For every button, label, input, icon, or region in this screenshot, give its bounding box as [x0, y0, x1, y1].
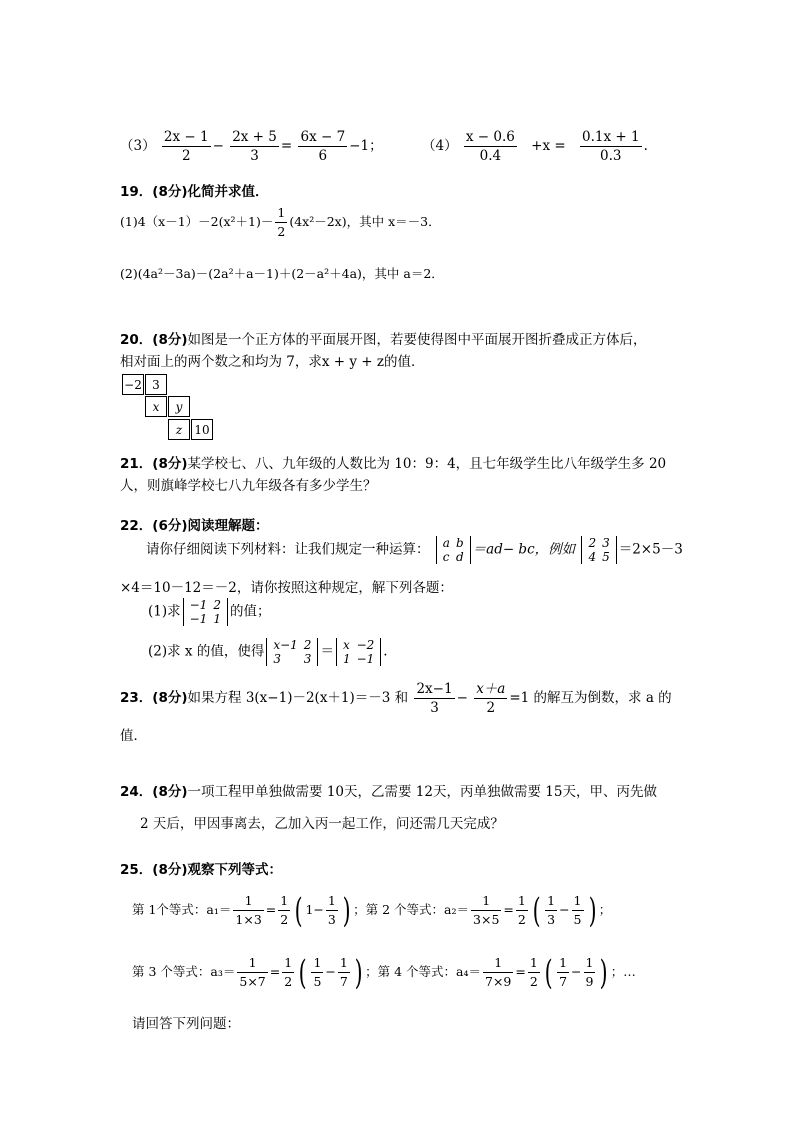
fraction: $\frac{1}{3\times 5}$: [473, 893, 500, 927]
fraction: $\frac{2x-1}{3}$: [416, 681, 453, 716]
determinant: −1 2 −1 1: [183, 598, 228, 626]
fraction: $\frac{1}{2}$: [517, 893, 526, 927]
fraction: $\frac{1}{9}$: [585, 955, 594, 989]
q18-part3: （3） $\frac{2x - 1}{2}$ − $\frac{2x + 5}{3}$ = $\frac{6x - 7}{6}$ −1；: [120, 129, 383, 164]
q22-intro: 请你仔细阅读下列材料：让我们规定一种运算： a b c d ＝ad− bc，例如 2 3 4 5 ＝2×5－3: [146, 536, 683, 564]
q19-title: 19．(8分)化简并求值．: [120, 184, 269, 200]
fraction: $\frac{1}{1\times 3}$: [235, 893, 262, 927]
fraction: $\frac{1}{5\times 7}$: [239, 955, 266, 989]
fraction: $\frac{1}{7}$: [559, 955, 568, 989]
q19-part2: (2)(4a²－3a)－(2a²＋a－1)＋(2－a²＋4a)，其中 a＝2．: [120, 266, 444, 281]
fraction: $\frac{6x - 7}{6}$: [300, 129, 346, 164]
fraction: $\frac{1}{7}$: [339, 955, 348, 989]
fraction: $\frac{1}{5}$: [573, 893, 582, 927]
q25-eq-row2: 第 3 个等式：a₃＝ $\frac{1}{5\times 7}$ = $\frac{1}{2}$ ( $\frac{1}{5}$ − $\frac{1}{7}$ ) ；第 4 个等式：a₄＝ $\frac{1}{7\times 9}$ = $\frac{1}{2}$ ( $\frac{1}{7}$ − $\frac{1}{9}$ ) ；…: [132, 952, 636, 993]
net-cell: 10: [191, 419, 213, 440]
fraction: $\frac{x - 0.6}{0.4}$: [465, 129, 515, 164]
q22-part2: (2)求 x 的值，使得 x−1 2 3 3 ＝ x −2 1 −1 .: [148, 638, 388, 666]
net-cell: x: [145, 396, 167, 417]
fraction: $\frac{1}{2}$: [529, 955, 538, 989]
q25-ask: 请回答下列问题：: [132, 1016, 240, 1032]
determinant: 2 3 4 5: [581, 536, 616, 564]
q22-part1: (1)求 −1 2 −1 1 的值；: [148, 598, 271, 626]
fraction: $\frac{2x + 5}{3}$: [232, 129, 277, 164]
q23-line2: 值．: [120, 728, 147, 744]
q18-part4: （4） $\frac{x - 0.6}{0.4}$ +x = $\frac{0.1x + 1}{0.3}$ .: [422, 129, 648, 164]
determinant: x −2 1 −1: [336, 638, 381, 666]
determinant: a b c d: [436, 536, 471, 564]
fraction: $\frac{1}{2}$: [280, 893, 289, 927]
fraction: $\frac{2x - 1}{2}$: [163, 129, 209, 164]
fraction: $\frac{0.1x + 1}{0.3}$: [582, 129, 640, 164]
fraction: $\frac{x+a}{2}$: [476, 681, 506, 716]
q23-line1: 23．(8分)如果方程 3(x−1)－2(x＋1)＝－3 和 $\frac{2x-1}{3}$ − $\frac{x+a}{2}$ =1 的解互为倒数，求 a 的: [120, 681, 672, 716]
net-cell: y: [168, 396, 190, 417]
q21-line2: 人，则旗峰学校七八九年级各有多少学生？: [120, 478, 377, 494]
net-cell: z: [168, 419, 190, 440]
fraction: $\frac{1}{5}$: [313, 955, 322, 989]
q25-title: 25．(8分)观察下列等式：: [120, 862, 283, 878]
q22-line2: ×4＝10－12＝－2，请你按照这种规定，解下列各题：: [120, 580, 453, 596]
q20-line1: 20．(8分)如图是一个正方体的平面展开图，若要使得图中平面展开图折叠成正方体后，: [120, 332, 647, 348]
net-cell: −2: [122, 374, 144, 395]
q21-line1: 21．(8分)某学校七、八、九年级的人数比为 10：9：4，且七年级学生比八年级学生多 20: [120, 456, 667, 472]
q19-part1: (1)4（x－1）－2(x²＋1)－ $\frac{1}{2}$ (4x²－2x)，其中 x＝－3．: [120, 205, 441, 239]
q24-line2: 2 天后，甲因事离去，乙加入丙一起工作，问还需几天完成？: [140, 816, 504, 832]
determinant: x−1 2 3 3: [266, 638, 318, 666]
fraction: $\frac{1}{2}$: [277, 205, 286, 239]
fraction: $\frac{1}{7\times 9}$: [485, 955, 512, 989]
q22-title: 22．(6分)阅读理解题：: [120, 518, 269, 534]
fraction: $\frac{1}{3}$: [547, 893, 556, 927]
fraction: $\frac{1}{2}$: [284, 955, 293, 989]
q20-line2: 相对面上的两个数之和均为 7，求x + y + z的值．: [120, 354, 425, 370]
q24-line1: 24．(8分)一项工程甲单独做需要 10天，乙需要 12天，丙单独做需要 15天，甲、丙先做: [120, 784, 657, 800]
net-cell: 3: [145, 374, 167, 395]
fraction: $\frac{1}{3}$: [327, 893, 336, 927]
q25-eq-row1: 第 1个等式：a₁＝ $\frac{1}{1\times 3}$ = $\frac{1}{2}$ ( 1− $\frac{1}{3}$ ) ；第 2 个等式：a₂＝ $\frac{1}{3\times 5}$ = $\frac{1}{2}$ ( $\frac{1}{3}$ − $\frac{1}{5}$ ) ；: [132, 890, 612, 931]
